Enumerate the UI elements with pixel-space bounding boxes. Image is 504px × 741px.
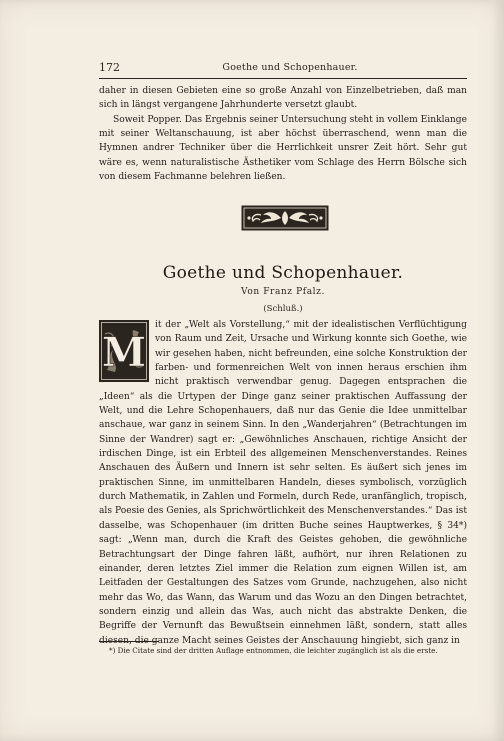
article-paragraph: it der „Welt als Vorstellung,“ mit der idealistischen Verflüchtigung von Raum und Zeit, Ursache und Wirkung konnte sich Goethe, wie wir gesehen haben, nicht befreunden, eine solche Konstruktion der farben- und formenreichen Welt von innen heraus erschien ihm nicht praktisch verwendbar genug. Dagegen entsprachen die „Ideen“ als die Urtypen der Dinge ganz seiner praktischen Auffassung der Welt, und die Lehre Schopenhauers, daß nur das Genie die Idee unmittelbar anschaue, war ganz in seinem Sinn. In den „Wanderjahren“ (Betrachtungen im Sinne der Wandrer) sagt er: „Gewöhnliches Anschauen, richtige Ansicht der irdischen Dinge, ist ein Erbteil des allgemeinen Menschenverstandes. Reines Anschauen des Äußern und Innern ist sehr selten. Es äußert sich jenes im praktischen Sinne, im unmittelbaren Handeln, dieses symbolisch, vorzüglich durch Mathematik, in Zahlen und Formeln, durch Rede, uranfänglich, tropisch, als Poesie des Genies, als Sprichwörtlichkeit des Menschenverstandes.“ Das ist dasselbe, was Schopenhauer (im dritten Buche seines Hauptwerkes, § 34*) sagt: „Wenn man, durch die Kraft des Geistes gehoben, die gewöhnliche Betrachtungsart der Dinge fahren läßt, aufhört, nur ihren Relationen zu einander, deren letztes Ziel immer die Relation zum eignen Willen ist, am Leitfaden der Gestaltungen des Satzes vom Grunde, nachzugehen, also nicht mehr das Wo, das Wann, das Warum und das Wozu an den Dingen betrachtet, sondern einzig und allein das Was, auch nicht das abstrakte Denken, die Begriffe der Vernunft das Bewußtsein einnehmen läßt, sondern, statt alles diesen, die ganze Macht seines Geistes der Anschauung hingiebt, sich ganz in <box>99 320 467 646</box>
article-byline: Von Franz Pfalz. <box>241 287 325 297</box>
svg-text:M: M <box>101 329 147 376</box>
page-number: 172 <box>99 61 120 74</box>
paragraph: Soweit Popper. Das Ergebnis seiner Untersuchung steht in vollem Einklange mit seiner Weltanschauung, ist aber höchst überraschend, wenn man die Hymnen andrer Techniker über die Herrlichkeit unsrer Zeit hört. Sehr gut wäre es, wenn naturalistische Ästhetiker vom Schlage des Herrn Bölsche sich von diesem Fachmanne belehren ließen. <box>99 114 467 183</box>
article-title: Goethe und Schopenhauer. <box>162 263 404 283</box>
continuation-note: (Schluß.) <box>263 304 303 314</box>
previous-article-text <box>99 84 467 184</box>
article-body <box>99 318 467 648</box>
footnote: *) Die Citate sind der dritten Auflage entnommen, die leichter zugänglich ist als die erste. <box>109 646 438 655</box>
header-rule <box>99 78 467 79</box>
running-head: Goethe und Schopenhauer. <box>222 62 358 73</box>
footnote-rule <box>99 641 159 642</box>
paragraph: daher in diesen Gebieten eine so große Anzahl von Einzelbetrieben, daß man sich in längst vergangene Jahrhunderte versetzt glaubt. <box>99 86 467 111</box>
drop-cap-initial <box>99 320 149 382</box>
ornament-divider-icon <box>241 205 329 231</box>
